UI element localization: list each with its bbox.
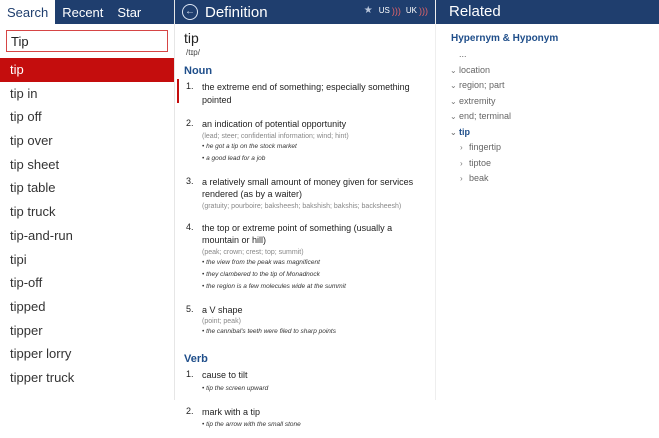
sense-item <box>175 222 435 292</box>
sense-example: • the cannibal's teeth were filed to sharp points <box>202 328 336 335</box>
pron-uk-label[interactable]: UK <box>405 6 417 15</box>
sense-example: • the region is a few molecules wide at the summit <box>202 282 346 290</box>
chevron-right-icon: › <box>460 158 463 168</box>
sense-item <box>175 81 435 106</box>
sense-example: • he got a tip on the stock market <box>202 142 297 150</box>
word-list-item[interactable]: tipi <box>10 251 27 267</box>
definition-header <box>175 0 435 24</box>
related-item-label: ... <box>459 49 467 59</box>
speaker-us-icon[interactable]: ))) <box>391 5 401 16</box>
sense-example: • tip the arrow with the small stone <box>202 421 301 428</box>
chevron-down-icon: ⌄ <box>450 112 457 121</box>
phonetic: /tɪp/ <box>186 48 200 57</box>
sense-number: 1. <box>186 369 194 379</box>
verb-senses <box>175 369 435 438</box>
pos-verb: Verb <box>184 353 208 365</box>
sense-number: 2. <box>186 118 194 128</box>
tab-star[interactable]: Star <box>117 5 142 20</box>
related-item-label: fingertip <box>469 142 502 152</box>
speaker-uk-icon[interactable]: ))) <box>419 5 428 16</box>
sense-item <box>175 369 435 394</box>
word-list-item[interactable]: tip table <box>10 180 56 196</box>
pos-noun: Noun <box>184 65 213 77</box>
chevron-down-icon: ⌄ <box>450 81 457 90</box>
headword: tip <box>184 30 199 46</box>
related-item[interactable] <box>450 125 659 141</box>
sense-synonyms[interactable]: (peak; crown; crest; top; summit) <box>202 248 304 256</box>
sense-definition: an indication of potential opportunity <box>202 119 347 129</box>
related-item-label: region; part <box>459 80 505 90</box>
related-item-label: extremity <box>459 95 496 106</box>
chevron-right-icon: › <box>460 174 463 183</box>
sense-number: 3. <box>186 175 194 186</box>
sense-number: 5. <box>186 303 194 314</box>
sense-number: 2. <box>186 405 194 416</box>
noun-senses <box>175 81 435 345</box>
related-item[interactable] <box>450 47 659 63</box>
search-input[interactable] <box>6 30 168 52</box>
word-list-item[interactable]: tip truck <box>10 204 56 220</box>
sense-item <box>175 406 435 431</box>
chevron-down-icon: ⌄ <box>450 96 457 106</box>
related-item[interactable] <box>450 171 659 187</box>
sense-synonyms[interactable]: (gratuity; pourboire; baksheesh; bakshish; bakshis; backsheesh) <box>202 202 402 210</box>
sense-example: • they clambered to the tip of Monadnock <box>202 270 320 278</box>
word-list-item[interactable]: tipper truck <box>10 369 75 385</box>
left-tabs <box>0 0 174 24</box>
pronunciation-bar <box>364 5 431 16</box>
related-item[interactable] <box>450 156 659 172</box>
definition-panel <box>175 0 435 428</box>
related-item[interactable] <box>450 109 659 125</box>
related-item[interactable] <box>450 94 659 110</box>
sense-item <box>175 118 435 164</box>
related-item-label: tip <box>459 126 470 137</box>
chevron-down-icon: ⌄ <box>450 65 457 75</box>
word-list <box>0 58 174 390</box>
pron-us-label[interactable]: US <box>378 6 390 15</box>
related-item[interactable] <box>450 63 659 79</box>
sense-item <box>175 304 435 338</box>
sense-definition: a V shape <box>202 304 243 315</box>
tab-recent[interactable]: Recent <box>62 5 104 20</box>
star-icon[interactable]: ★ <box>363 5 373 16</box>
sense-definition: mark with a tip <box>202 406 261 417</box>
related-item-label: tiptoe <box>469 157 492 168</box>
word-list-item[interactable]: tip in <box>10 85 38 101</box>
sense-definition: the top or extreme point of something (usually a mountain or hill) <box>202 222 393 245</box>
word-list-item[interactable]: tip-and-run <box>10 227 73 243</box>
word-list-item[interactable]: tip off <box>10 109 42 125</box>
related-item-label: end; terminal <box>459 111 512 121</box>
search-panel <box>0 0 175 400</box>
sense-definition: a relatively small amount of money given for services rendered (as by a waiter) <box>202 176 414 199</box>
sense-synonyms[interactable]: (lead; steer; confidential information; wind; hint) <box>202 132 349 140</box>
sense-definition: cause to tilt <box>202 370 248 380</box>
word-list-item[interactable]: tipped <box>10 298 46 314</box>
tab-search[interactable]: Search <box>0 0 55 24</box>
sense-number: 1. <box>186 81 194 91</box>
chevron-down-icon: ⌄ <box>450 127 457 137</box>
related-item-label: beak <box>469 173 489 183</box>
related-section-title: Hypernym & Hyponym <box>451 33 559 44</box>
related-panel <box>435 0 659 400</box>
word-list-item[interactable]: tip-off <box>10 275 43 291</box>
word-list-item[interactable]: tip sheet <box>10 156 60 172</box>
sense-synonyms[interactable]: (point; peak) <box>202 318 241 325</box>
definition-title: Definition <box>205 3 268 21</box>
related-item[interactable] <box>450 78 659 94</box>
sense-number: 4. <box>186 221 194 232</box>
related-list <box>450 47 659 187</box>
related-item-label: location <box>459 64 491 75</box>
sense-example: • the view from the peak was magnificent <box>202 258 320 266</box>
chevron-right-icon: › <box>460 143 463 152</box>
back-arrow-icon[interactable]: ← <box>182 4 198 20</box>
related-title: Related <box>436 0 659 24</box>
word-list-item[interactable]: tipper <box>10 322 43 338</box>
word-list-item[interactable]: tipper lorry <box>10 346 72 362</box>
word-list-item[interactable]: tip over <box>10 133 53 149</box>
sense-example: • tip the screen upward <box>202 384 269 392</box>
related-item[interactable] <box>450 140 659 156</box>
sense-definition: the extreme end of something; especially something pointed <box>202 82 410 105</box>
word-list-item[interactable]: tip <box>0 58 174 82</box>
sense-example: • a good lead for a job <box>202 154 266 162</box>
sense-item <box>175 176 435 210</box>
